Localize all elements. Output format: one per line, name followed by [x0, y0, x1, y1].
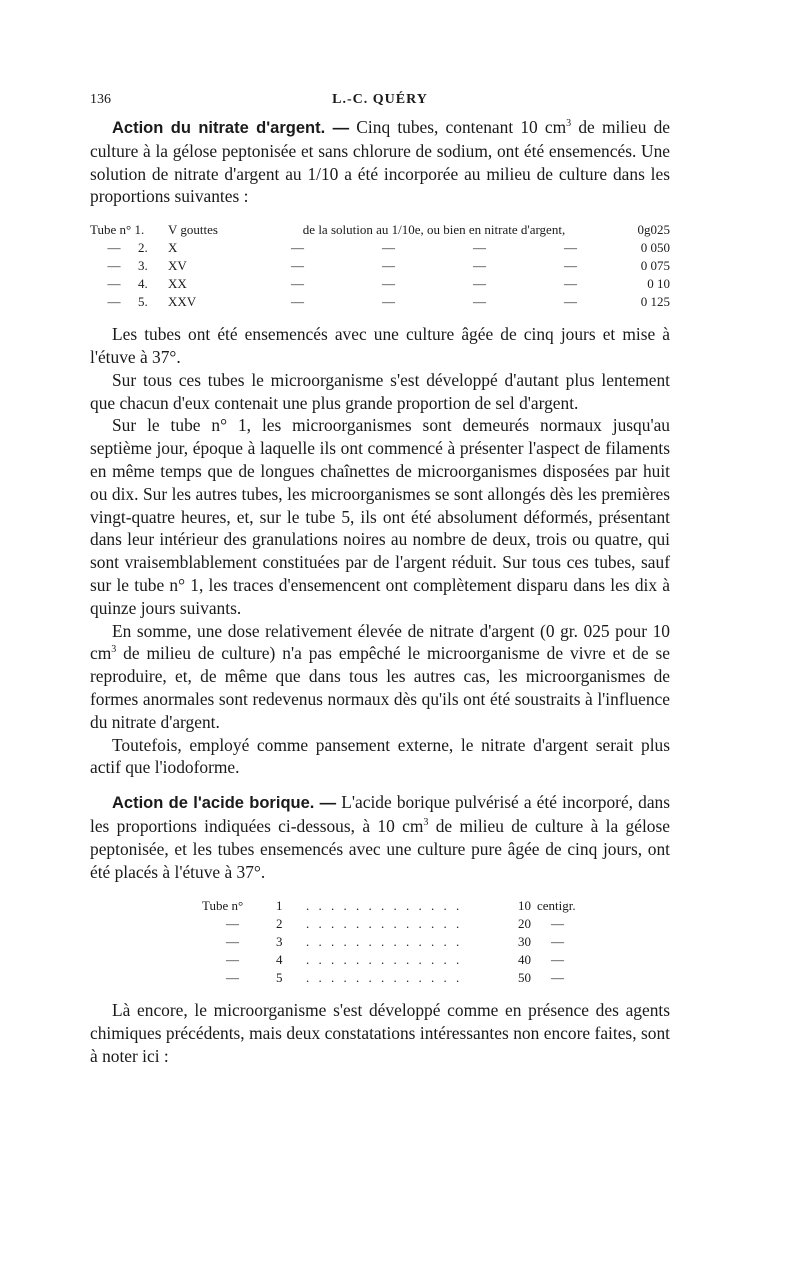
table-row: — 4. XX — — — — 0 10 [107, 276, 670, 292]
paragraph: Là encore, le microorganisme s'est développé comme en présence des agents chimiques précédents, mais deux constatations intéressantes non encore faites, sont à noter ici : [90, 1000, 670, 1066]
table-row: — 2 . . . . . . . . . . . . . 20 — [226, 916, 564, 932]
page-header [90, 92, 670, 116]
table-row: — 3 . . . . . . . . . . . . . 30 — [226, 934, 564, 950]
section-heading-nitrate: Action du nitrate d'argent. — [112, 119, 350, 137]
section-nitrate-intro: Action du nitrate d'argent. — Cinq tubes, contenant 10 $cm^3$ de milieu de culture à la gélose peptonisée et sans chlorure de sodium, ont été ensemencés. Une solution de nitrate d'argent au 1/10 a été incorporée au milieu de culture dans les proportions suivantes : [90, 117, 670, 207]
paragraph: Sur le tube n° 1, les microorganismes sont demeurés normaux jusqu'au septième jour, époque à laquelle ils ont commencé à présenter l'aspect de filaments en même temps que de longues chaînettes de microorganismes disposées par huit ou dix. Sur les autres tubes, les microorganismes se sont allongés dès les premières vingt-quatre heures, et, sur le tube 5, ils ont été absolument déformés, présentant dans leur intérieur des granulations noires au nombre de deux, trois ou quatre, qui sont vraisemblablement constituées par de l'argent réduit. Sur tous ces tubes, sauf sur le tube n° 1, les traces d'ensemencent ont complètement disparu dans les dix à quinze jours suivants. [90, 415, 670, 618]
table-row: — 4 . . . . . . . . . . . . . 40 — [226, 952, 564, 968]
table-row: Tube n° 1. V gouttes de la solution au 1/10e, ou bien en nitrate d'argent, 0g025 [90, 222, 670, 238]
table-row: Tube n° 1 . . . . . . . . . . . . . 10 centigr. [202, 898, 576, 914]
section-boric-intro: Action de l'acide borique. — L'acide borique pulvérisé a été incorporé, dans les proportions indiquées ci-dessous, à 10 $cm^3$ de milieu de culture à la gélose peptonisée, et les tubes ensemencés avec une culture pure âgée de cinq jours, ont été placés à l'étuve à 37°. [90, 792, 670, 882]
section-heading-boric: Action de l'acide borique. — [112, 794, 337, 813]
paragraph: En somme, une dose relativement élevée de nitrate d'argent (0 gr. 025 pour 10 $cm^3$ de milieu de culture) n'a pas empêché le microorganisme de vivre et de se reproduire, et, de même que dans tous les autres cas, les microorganismes de formes anormales sont redevenus normaux dès qu'ils ont été soustraits à l'influence du nitrate d'argent. [90, 620, 670, 732]
page-number: 136 [90, 92, 111, 107]
boric-proportions-table [202, 897, 611, 987]
nitrate-proportions-table [90, 221, 670, 311]
table-row: — 3. XV — — — — 0 075 [107, 258, 670, 274]
table-row: — 2. X — — — — 0 050 [107, 240, 670, 256]
paragraph: Sur tous ces tubes le microorganisme s'est développé d'autant plus lentement que chacun d'eux contenait une plus grande proportion de sel d'argent. [90, 369, 670, 413]
page [90, 92, 670, 1068]
paragraph: Les tubes ont été ensemencés avec une culture âgée de cinq jours et mise à l'étuve à 37°. [90, 324, 670, 367]
table-row: — 5 . . . . . . . . . . . . . 50 — [226, 970, 564, 986]
paragraph: Toutefois, employé comme pansement externe, le nitrate d'argent serait plus actif que l'iodoforme. [90, 734, 670, 778]
table-row: — 5. XXV — — — — 0 125 [107, 294, 670, 310]
running-title: L.-C. QUÉRY [332, 92, 428, 107]
